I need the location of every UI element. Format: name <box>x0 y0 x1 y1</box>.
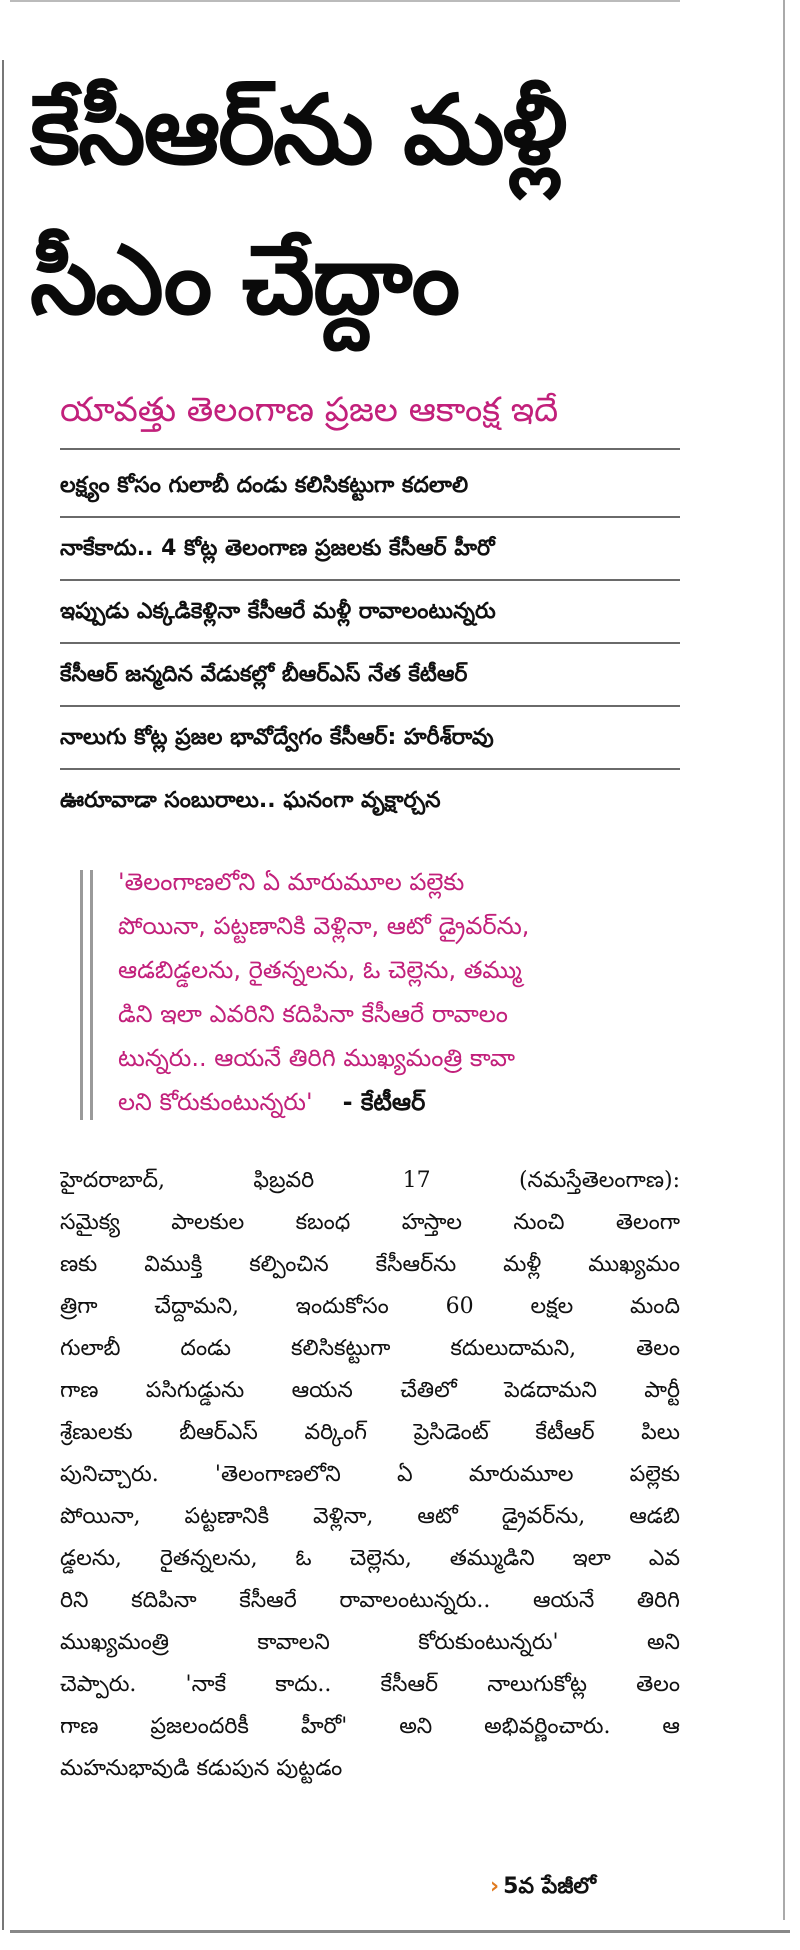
body-line: పునిచ్చారు. 'తెలంగాణలోని ఏ మారుమూల పల్లెకు <box>60 1462 680 1487</box>
body-line: హైదరాబాద్, ఫిబ్రవరి 17 (నమస్తేతెలంగాణ): <box>60 1168 680 1193</box>
body-line: డ్డలను, రైతన్నలను, ఓ చెల్లెను, తమ్ముడిని ఇలా ఎవ <box>60 1546 680 1571</box>
body-line: చెప్పారు. 'నాకే కాదు.. కేసీఆర్ నాలుగుకోట్ల తెలం <box>60 1672 680 1697</box>
body-line: మహనుభావుడి కడుపున పుట్టడం <box>60 1756 343 1781</box>
quote-bar <box>90 870 93 1120</box>
body-line: ణకు విముక్తి కల్పించిన కేసీఆర్‌ను మళ్లీ ముఖ్యమం <box>60 1252 680 1277</box>
quote-line-last <box>118 1080 678 1124</box>
body-line: త్రిగా చేద్దామని, ఇందుకోసం 60 లక్షల మంది <box>60 1294 680 1319</box>
deck-line: కేసీఆర్ జన్మదిన వేడుకల్లో బీఆర్‌ఎస్ నేత కేటీఆర్ <box>60 644 680 707</box>
body-line: గాణ ప్రజలందరికీ హీరో' అని అభివర్ణించారు. ఆ <box>60 1714 680 1739</box>
quote-line: 'తెలంగాణలోని ఏ మారుమూల పల్లెకు <box>118 868 465 896</box>
body-line: పోయినా, పట్టణానికి వెళ్లినా, ఆటో డ్రైవర్‌ను, ఆడబి <box>60 1504 680 1529</box>
body-line: సమైక్య పాలకుల కబంధ హస్తాల నుంచి తెలంగా <box>60 1210 680 1235</box>
headline-line: కేసీఆర్‌ను మళ్లీ <box>30 74 566 186</box>
quote-line: టున్నరు.. ఆయనే తిరిగి ముఖ్యమంత్రి కావా <box>118 1044 516 1072</box>
quote-line: డిని ఇలా ఎవరిని కదిపినా కేసీఆరే రావాలం <box>118 1000 508 1028</box>
continuation-note <box>490 1874 596 1904</box>
frame-top-edge <box>10 0 680 2</box>
deck-line: నాకేకాదు.. 4 కోట్ల తెలంగాణ ప్రజలకు కేసీఆర్ హీరో <box>60 518 680 581</box>
continuation-text: 5వ పేజీలో <box>503 1874 597 1899</box>
body-line: గులాబీ దండు కలిసికట్టుగా కదులుదామని, తెలం <box>60 1336 680 1361</box>
deck-line: ఇప్పుడు ఎక్కడికెళ్లినా కేసీఆరే మళ్లీ రావాలంటున్నరు <box>60 581 680 644</box>
article-body <box>60 1160 680 1790</box>
quote-line-text: లని కోరుకుంటున్నరు' <box>118 1088 313 1116</box>
body-line: శ్రేణులకు బీఆర్‌ఎస్ వర్కింగ్ ప్రెసిడెంట్ కేటీఆర్ పిలు <box>60 1420 680 1445</box>
body-line: ముఖ్యమంత్రి కావాలని కోరుకుంటున్నరు' అని <box>60 1630 680 1655</box>
frame-right-edge <box>783 0 785 1920</box>
divider <box>60 448 680 450</box>
quote-bar <box>80 870 83 1120</box>
pull-quote <box>118 860 678 1124</box>
frame-bottom-edge <box>10 1930 790 1933</box>
headline <box>30 55 690 355</box>
quote-line: పోయినా, పట్టణానికి వెళ్లినా, ఆటో డ్రైవర్‌ను, <box>118 912 530 940</box>
body-line: గాణ పసిగుడ్డును ఆయన చేతిలో పెడదామని పార్టీ <box>60 1378 680 1403</box>
chevron-right-icon: › <box>490 1874 500 1899</box>
quote-attribution: - కేటీఆర్ <box>342 1088 426 1116</box>
quote-line: ఆడబిడ్డలను, రైతన్నలను, ఓ చెల్లెను, తమ్ము <box>118 956 522 984</box>
kicker: యావత్తు తెలంగాణ ప్రజల ఆకాంక్ష ఇదే <box>60 390 559 430</box>
body-line: రిని కదిపినా కేసీఆరే రావాలంటున్నరు.. ఆయనే తిరిగి <box>60 1588 680 1613</box>
deck-line: ఊరూవాడా సంబురాలు.. ఘనంగా వృక్షార్చన <box>60 788 441 813</box>
frame-left-edge <box>2 60 4 1930</box>
deck-line: లక్ష్యం కోసం గులాబీ దండు కలిసికట్టుగా కదలాలి <box>60 455 680 518</box>
deck-list <box>60 455 680 833</box>
deck-line: నాలుగు కోట్ల ప్రజల భావోద్వేగం కేసీఆర్: హరీశ్‌రావు <box>60 707 680 770</box>
headline-line: సీఎం చేద్దాం <box>30 224 459 336</box>
